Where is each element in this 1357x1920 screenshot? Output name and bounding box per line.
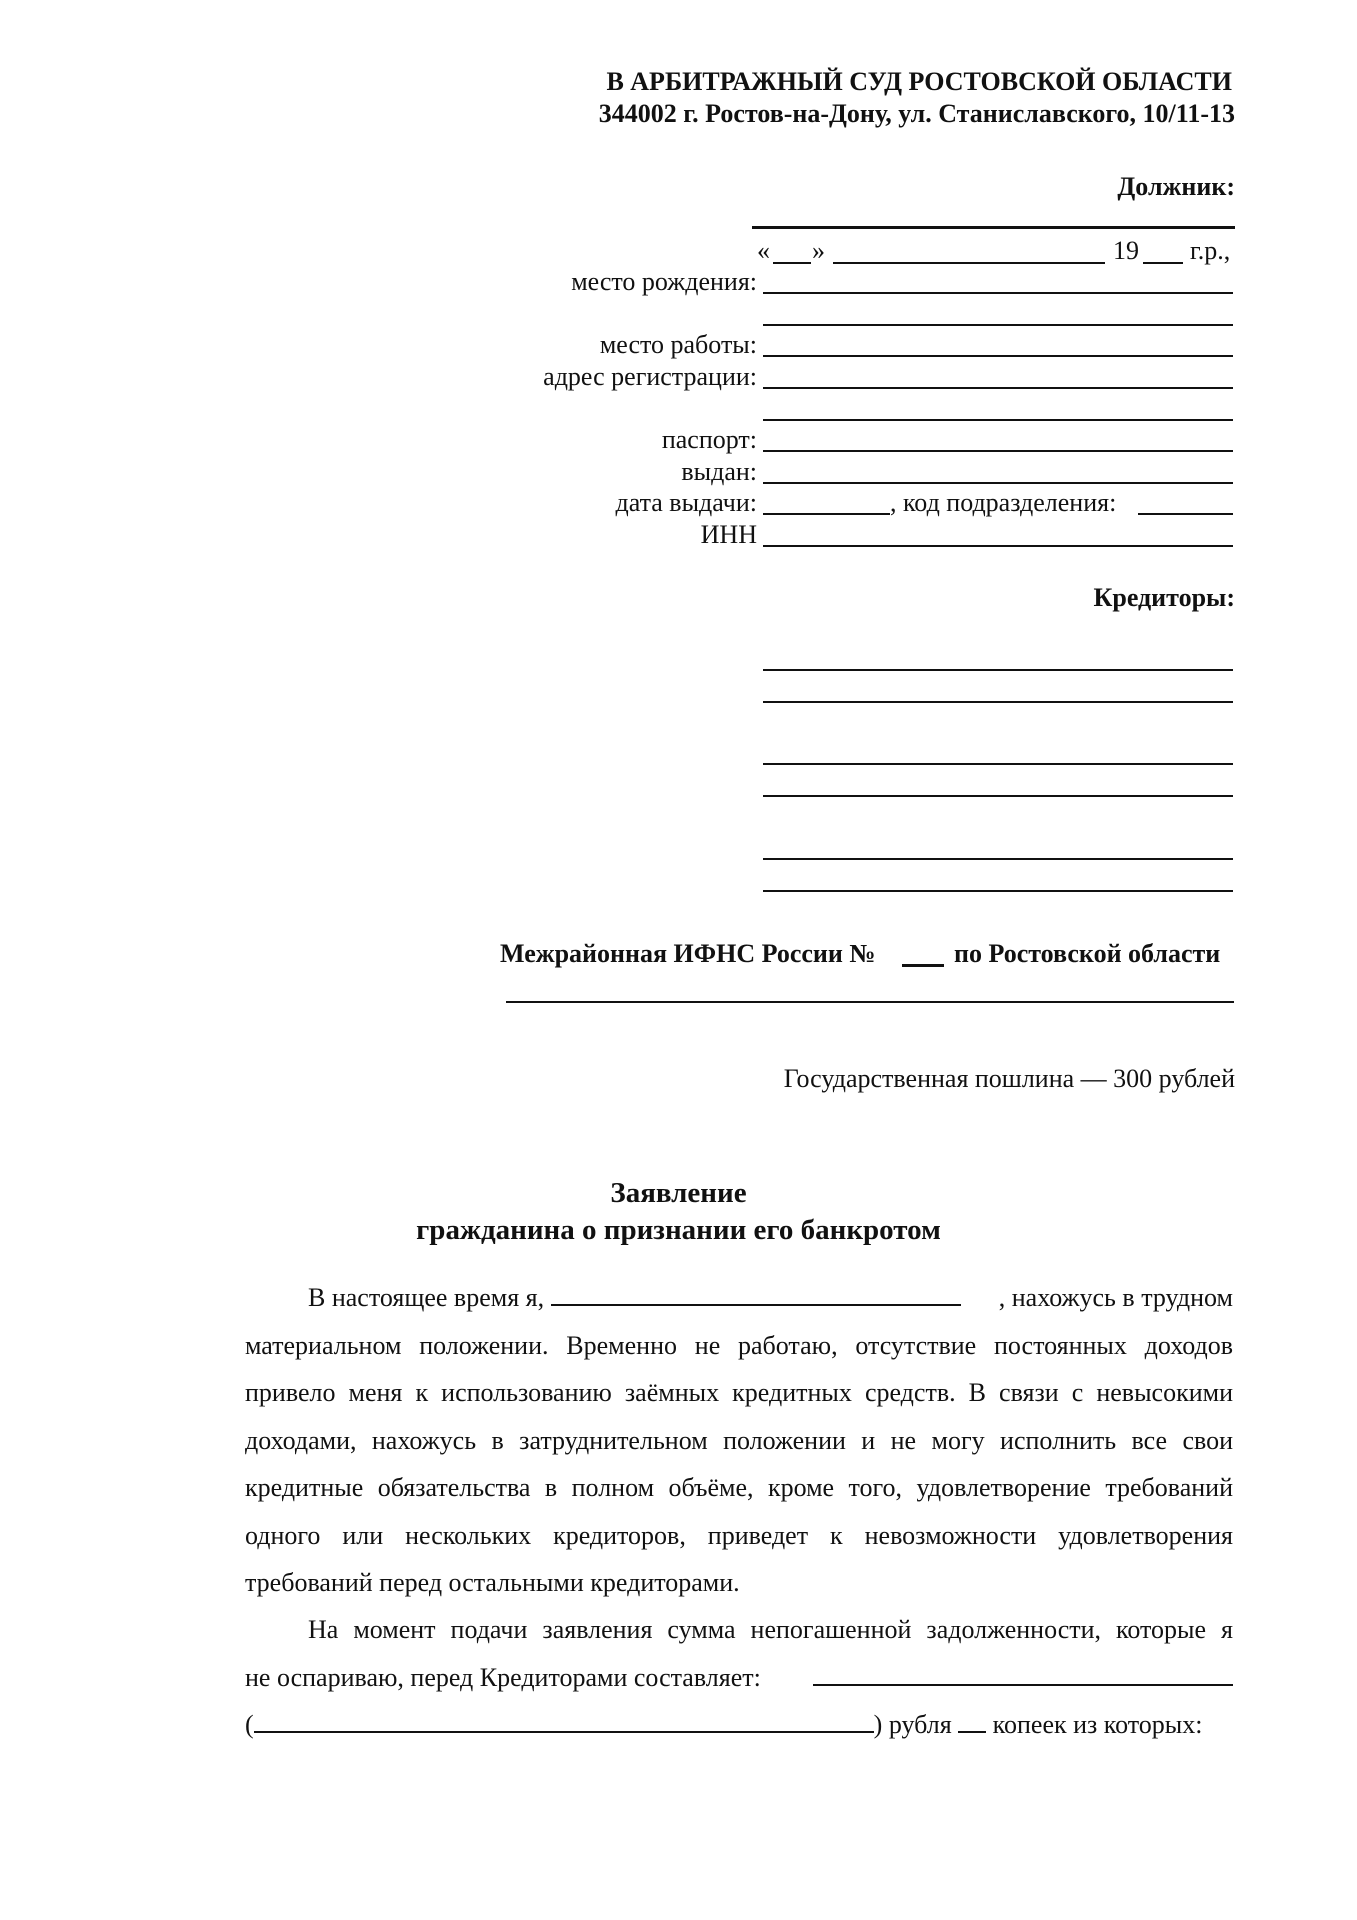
applicant-name-field[interactable]: [551, 1282, 961, 1306]
registration-label: адрес регистрации:: [543, 362, 757, 391]
birth-year-prefix: 19: [1113, 236, 1139, 265]
p2-line-1: [245, 1606, 1233, 1654]
p1-line1-end: , нахожусь в трудном: [998, 1283, 1233, 1312]
creditor-1-line-1[interactable]: [763, 669, 1233, 671]
birthplace-field-1[interactable]: [763, 292, 1233, 294]
issue-date-field[interactable]: [763, 513, 890, 515]
p2-kopecks-label: копеек из которых:: [992, 1710, 1203, 1739]
p1-line-2: материальном положении. Временно не работаю, отсутствие постоянных доходов: [245, 1330, 1233, 1360]
court-address: 344002 г. Ростов-на-Дону, ул. Станиславского, 10/11-13: [598, 99, 1235, 128]
state-fee: Государственная пошлина — 300 рублей: [783, 1064, 1235, 1093]
issued-by-field[interactable]: [763, 482, 1233, 484]
p1-line-3: привело меня к использованию заёмных кредитных средств. В связи с невысокими: [245, 1378, 1233, 1407]
p1-intro-text: В настоящее время я,: [308, 1283, 545, 1312]
document-subtitle: гражданина о признании его банкротом: [416, 1214, 941, 1246]
birthplace-label: место рождения:: [571, 267, 757, 296]
issued-by-label: выдан:: [681, 457, 757, 486]
creditor-3-line-1[interactable]: [763, 858, 1233, 860]
birthplace-field-2[interactable]: [763, 324, 1233, 326]
passport-label: паспорт:: [661, 425, 757, 454]
passport-field[interactable]: [763, 450, 1233, 452]
court-name: В АРБИТРАЖНЫЙ СУД РОСТОВСКОЙ ОБЛАСТИ: [606, 67, 1232, 96]
creditor-2-line-2[interactable]: [763, 795, 1233, 797]
p1-line-6: одного или нескольких кредиторов, приведет к невозможности удовлетворения: [245, 1520, 1233, 1550]
inn-field[interactable]: [763, 545, 1233, 547]
p2-rubles-label: ) рубля: [873, 1710, 952, 1739]
tax-authority-prefix: Межрайонная ИФНС России №: [500, 939, 876, 968]
birth-date-close-quote: »: [812, 236, 825, 265]
workplace-label: место работы:: [599, 330, 757, 359]
creditor-1-line-2[interactable]: [763, 701, 1233, 703]
p2-line-2: [245, 1654, 1233, 1702]
birth-day-field[interactable]: [773, 262, 811, 264]
kopecks-field[interactable]: [958, 1709, 986, 1733]
tax-authority-suffix: по Ростовской области: [954, 939, 1221, 968]
debt-amount-field[interactable]: [813, 1662, 1233, 1686]
debtor-heading: Должник:: [1117, 172, 1235, 201]
workplace-field[interactable]: [763, 355, 1233, 357]
birth-year-field[interactable]: [1143, 262, 1183, 264]
birth-month-field[interactable]: [833, 262, 1105, 264]
p2-line1-text: На момент подачи заявления сумма непогашенной задолженности, которые я: [308, 1615, 1233, 1644]
registration-field-2[interactable]: [763, 419, 1233, 421]
p2-open-paren: (: [245, 1710, 254, 1739]
body-paragraph-2: [245, 1606, 1233, 1749]
creditor-3-line-2[interactable]: [763, 890, 1233, 892]
p2-line-3: [245, 1701, 1233, 1749]
division-code-field[interactable]: [1138, 513, 1233, 515]
p1-line-1: [245, 1274, 1233, 1322]
birth-date-open-quote: «: [757, 236, 770, 265]
p1-line-4: доходами, нахожусь в затруднительном положении и не могу исполнить все свои: [245, 1425, 1233, 1455]
division-code-label: , код подразделения:: [890, 488, 1117, 517]
creditors-heading: Кредиторы:: [1093, 583, 1235, 612]
debt-amount-words-field[interactable]: [254, 1709, 874, 1733]
registration-field-1[interactable]: [763, 387, 1233, 389]
tax-authority-number-field[interactable]: [902, 964, 944, 967]
p1-line-5: кредитные обязательства в полном объёме, кроме того, удовлетворение требований: [245, 1473, 1233, 1502]
issue-date-label: дата выдачи:: [615, 488, 757, 517]
tax-authority-address-line[interactable]: [506, 1001, 1234, 1003]
birth-year-suffix: г.р.,: [1190, 236, 1231, 265]
document-title: Заявление: [610, 1177, 747, 1209]
creditor-2-line-1[interactable]: [763, 763, 1233, 765]
p1-line-7: требований перед остальными кредиторами.: [245, 1568, 740, 1597]
inn-label: ИНН: [700, 520, 757, 549]
body-paragraph-1: [245, 1274, 1233, 1607]
debtor-name-line[interactable]: [752, 226, 1235, 229]
p2-line2-text: не оспариваю, перед Кредиторами составляет:: [245, 1662, 761, 1692]
